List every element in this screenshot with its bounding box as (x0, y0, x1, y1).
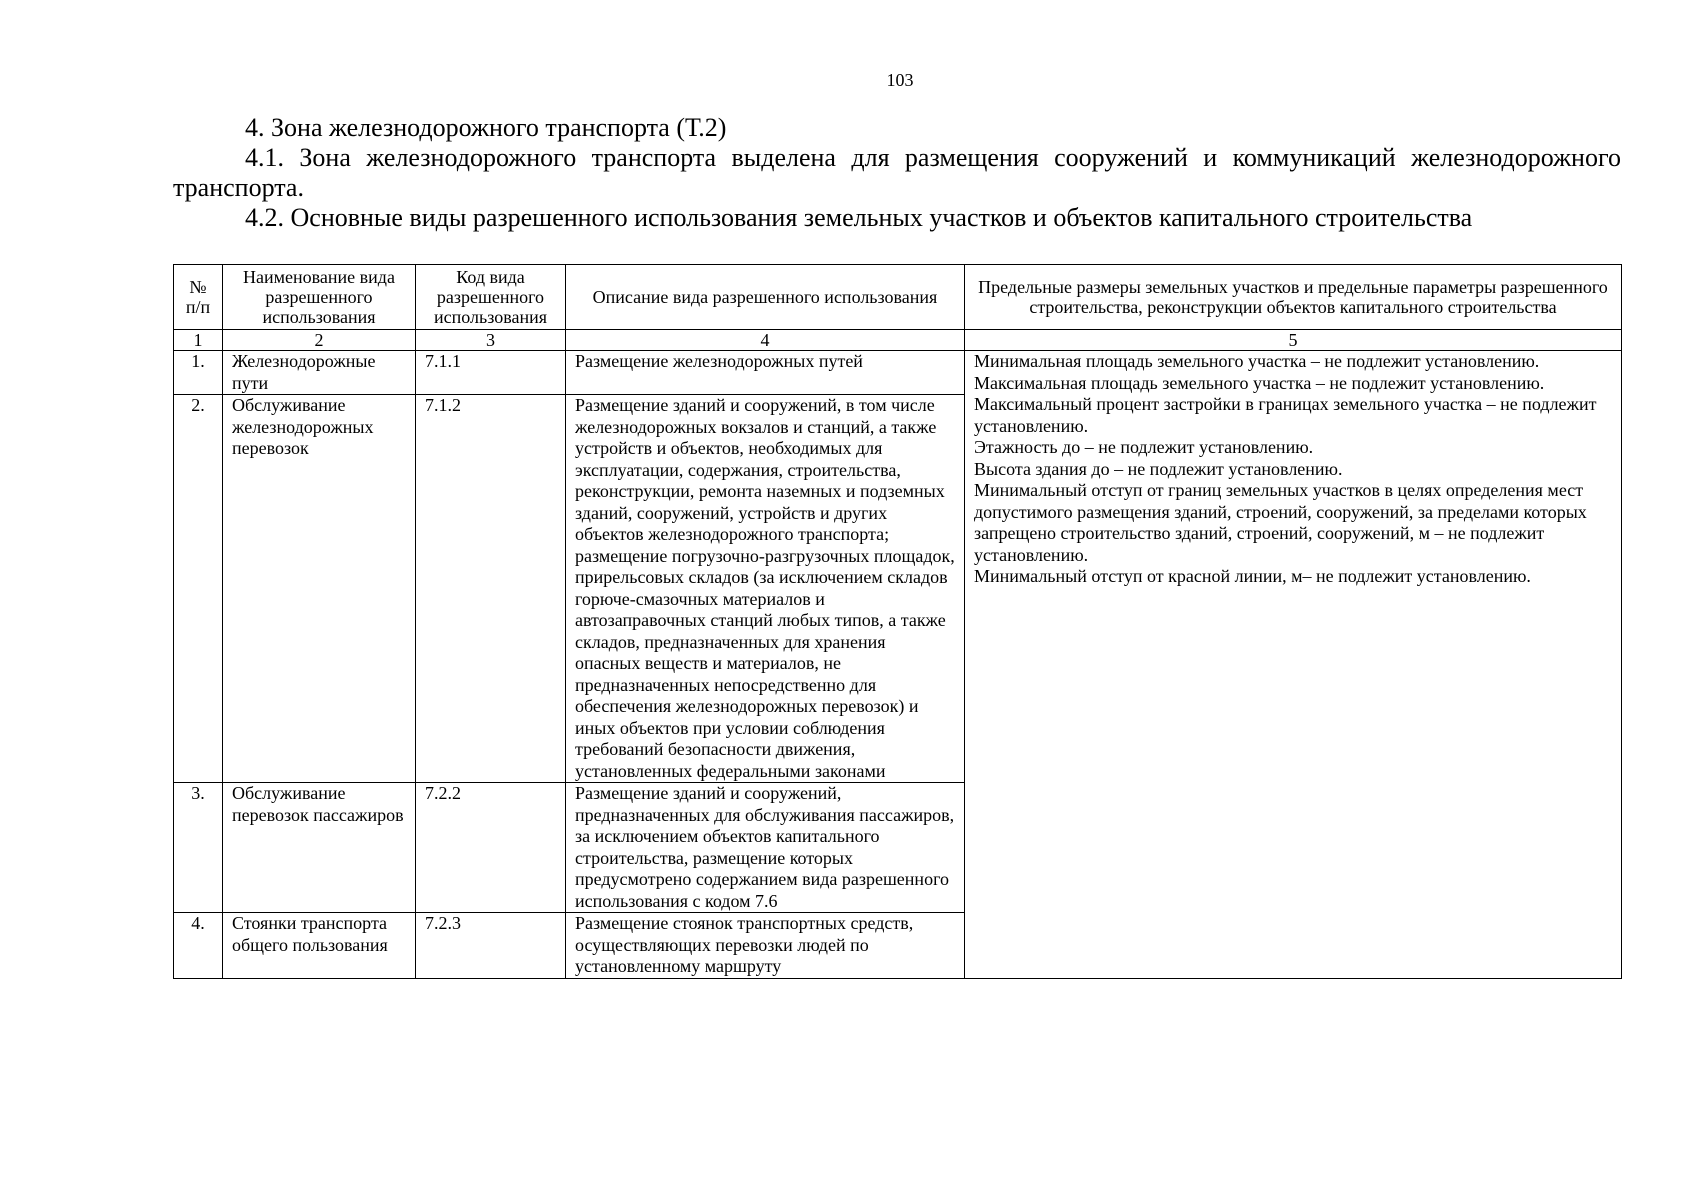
use-code: 7.1.2 (416, 395, 566, 783)
column-number: 4 (566, 330, 965, 351)
use-description: Размещение стоянок транспортных средств, осуществляющих перевозки людей по установленному маршруту (566, 913, 965, 979)
section-title: 4. Зона железнодорожного транспорта (Т.2) (245, 113, 727, 142)
parameter-min-area: Минимальная площадь земельного участка – не подлежит установлению. (974, 351, 1540, 371)
header-use-description: Описание вида разрешенного использования (566, 265, 965, 330)
parameter-height: Высота здания до – не подлежит установлению. (974, 458, 1343, 479)
row-number: 4. (174, 913, 223, 979)
use-code: 7.1.1 (416, 351, 566, 395)
row-number: 1. (174, 351, 223, 395)
use-code: 7.2.3 (416, 913, 566, 979)
parameter-floors: Этажность до – не подлежит установлению. (974, 437, 1314, 457)
column-number: 3 (416, 330, 566, 351)
parameter-boundary-setback: Минимальный отступ от границ земельных участков в целях определения мест допустимого размещения зданий, строений, сооружений, за пределами которых запрещено строительство зданий, строений, сооружений, м – не подлежит установлению. (974, 480, 1587, 565)
table-header-row (174, 265, 1622, 330)
use-name: Железнодорожные пути (223, 351, 416, 395)
column-number: 2 (223, 330, 416, 351)
row-number: 3. (174, 783, 223, 913)
header-no: № п/п (174, 265, 223, 330)
row-number: 2. (174, 395, 223, 783)
use-description: Размещение зданий и сооружений, в том числе железнодорожных вокзалов и станций, а также устройств и объектов, необходимых для эксплуатации, содержания, строительства, реконструкции, ремонта наземных и подземных зданий, сооружений, устройств и других объектов железнодорожного транспорта; размещение погрузочно-разгрузочных площадок, прирельсовых складов (за исключением складов горюче-смазочных материалов и автозаправочных станций любых типов, а также складов, предназначенных для хранения опасных веществ и материалов, не предназначенных непосредственно для обеспечения железнодорожных перевозок) и иных объектов при условии соблюдения требований безопасности движения, установленных федеральными законами (566, 395, 965, 783)
use-description: Размещение железнодорожных путей (566, 351, 965, 395)
section-heading (173, 113, 1621, 233)
column-number: 5 (965, 330, 1622, 351)
section-paragraph-1: 4.1. Зона железнодорожного транспорта выделена для размещения сооружений и коммуникаций железнодорожного транспорта. (173, 143, 1621, 202)
header-use-name: Наименование вида разрешенного использования (223, 265, 416, 330)
column-number-row (174, 330, 1622, 351)
use-description: Размещение зданий и сооружений, предназначенных для обслуживания пассажиров, за исключением объектов капитального строительства, размещение которых предусмотрено содержанием вида разрешенного использования с кодом 7.6 (566, 783, 965, 913)
parameters-cell (965, 351, 1622, 979)
use-name: Обслуживание железнодорожных перевозок (223, 395, 416, 783)
parameter-max-coverage: Максимальный процент застройки в границах земельного участка – не подлежит установлению. (974, 394, 1597, 436)
page-number: 103 (886, 70, 914, 90)
section-paragraph-2: 4.2. Основные виды разрешенного использования земельных участков и объектов капитального строительства (245, 203, 1473, 232)
table-row (174, 351, 1622, 395)
permitted-use-table (173, 264, 1622, 979)
use-name: Обслуживание перевозок пассажиров (223, 783, 416, 913)
use-name: Стоянки транспорта общего пользования (223, 913, 416, 979)
parameter-red-line-setback: Минимальный отступ от красной линии, м– не подлежит установлению. (974, 566, 1531, 586)
use-code: 7.2.2 (416, 783, 566, 913)
header-use-code: Код вида разрешенного использования (416, 265, 566, 330)
parameter-max-area: Максимальная площадь земельного участка – не подлежит установлению. (974, 372, 1545, 393)
header-parameters: Предельные размеры земельных участков и предельные параметры разрешенного строительства, реконструкции объектов капитального строительства (965, 265, 1622, 330)
column-number: 1 (174, 330, 223, 351)
